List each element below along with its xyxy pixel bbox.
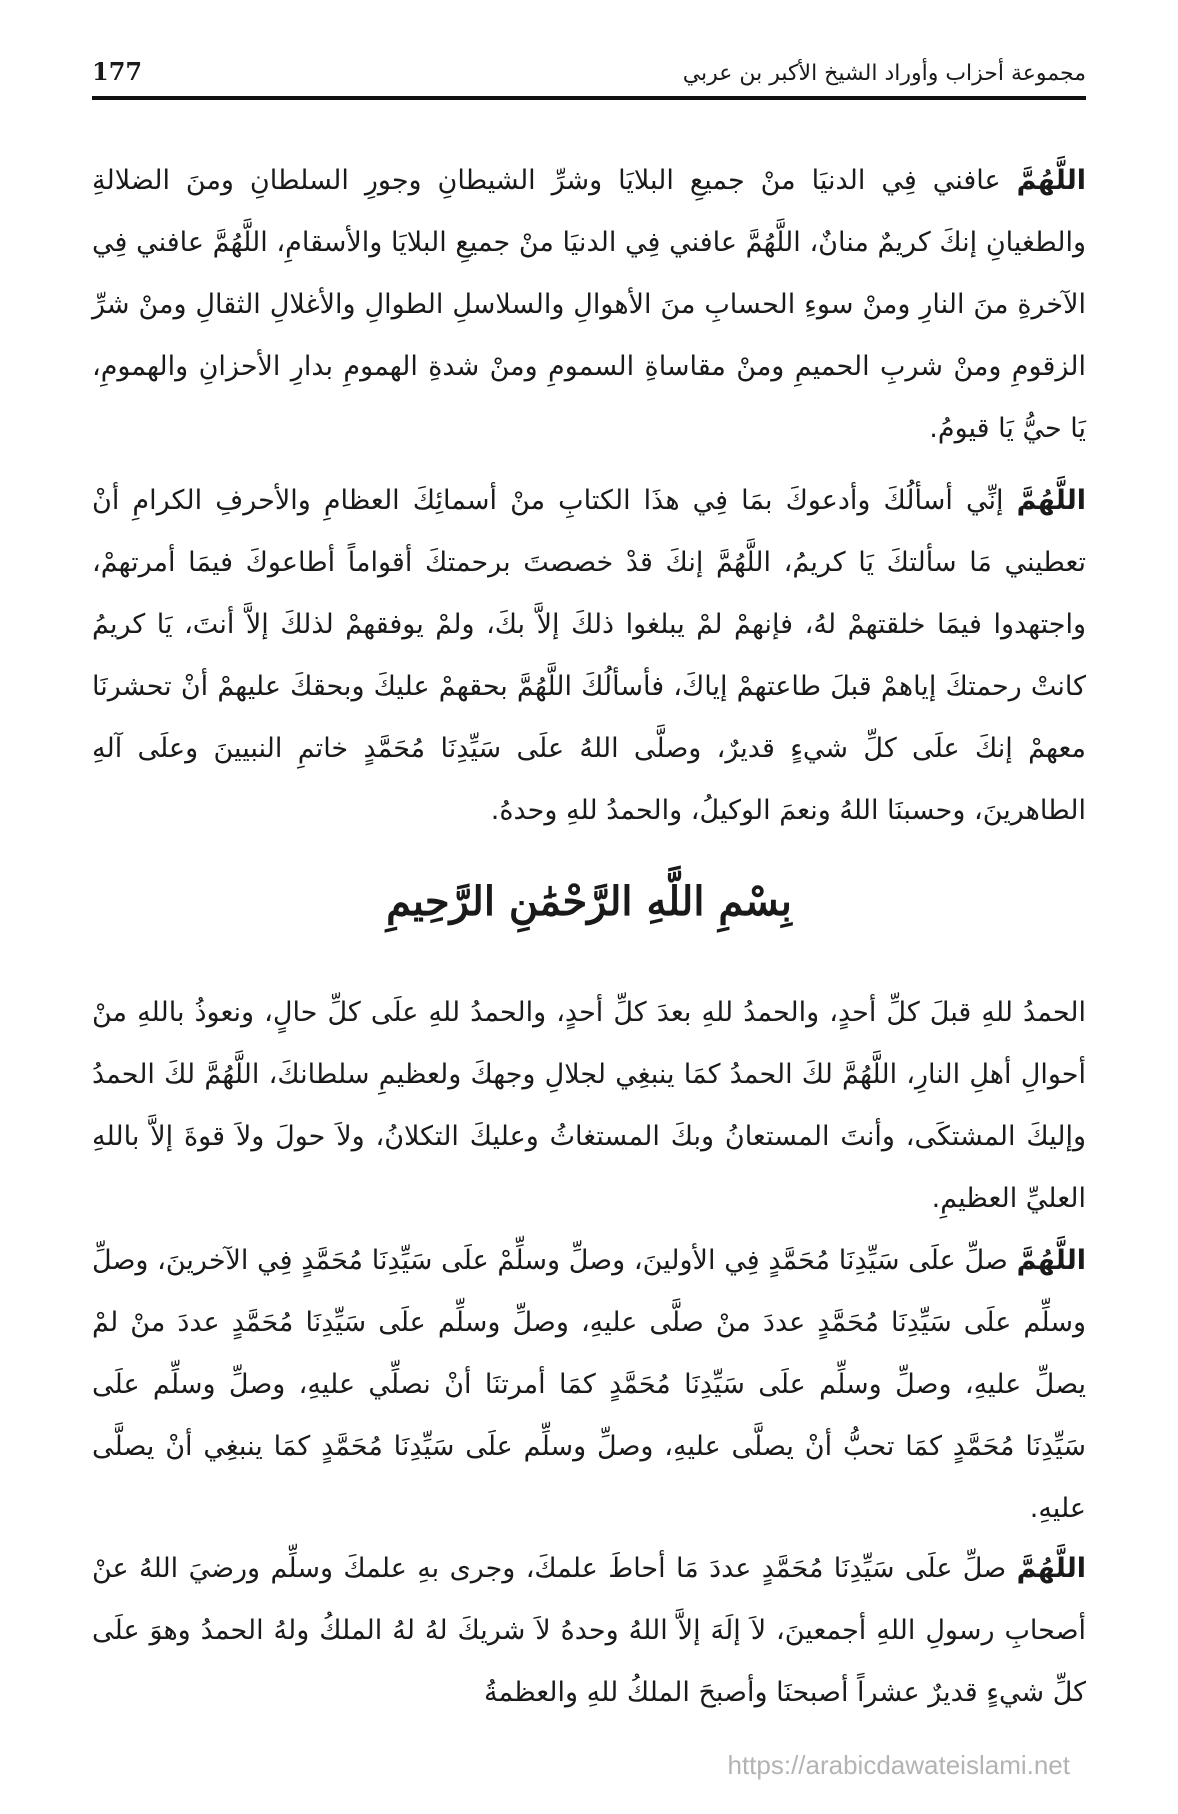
body-section-4 [92,1230,1086,1540]
body-section-1 [92,150,1086,460]
paragraph-2-lead: اللَّهُمَّ [1016,485,1086,516]
body-section-3 [92,982,1086,1230]
paragraph-5 [92,1538,1086,1724]
paragraph-5-text: صلِّ علَى سَيِّدِنَا مُحَمَّدٍ عددَ مَا أحاطَ علمكَ، وجرى بهِ علمكَ وسلِّم ورضيَ اللهُ عنْ أصحابِ رسولِ اللهِ أجمعينَ، لاَ إلَهَ إلاَّ اللهُ وحدهُ لاَ شريكَ لهُ لهُ الملكُ ولهُ الحمدُ وهوَ علَى كلِّ شيءٍ قديرٌ عشراً أصبحنَا وأصبحَ الملكُ للهِ والعظمةُ [92,1553,1086,1708]
paragraph-3-text: الحمدُ للهِ قبلَ كلِّ أحدٍ، والحمدُ للهِ بعدَ كلِّ أحدٍ، والحمدُ للهِ علَى كلِّ حالٍ، ونعوذُ باللهِ منْ أحوالِ أهلِ النارِ، اللَّهُمَّ لكَ الحمدُ كمَا ينبغِي لجلالِ وجهكَ ولعظيمِ سلطانكَ، اللَّهُمَّ لكَ الحمدُ وإليكَ المشتكَى، وأنتَ المستعانُ وبكَ المستغاثُ وعليكَ التكلانُ، ولاَ حولَ ولاَ قوةَ إلاَّ باللهِ العليِّ العظيمِ. [92,997,1086,1214]
paragraph-2 [92,470,1086,842]
running-header-title: مجموعة أحزاب وأوراد الشيخ الأكبر بن عربي [682,61,1086,86]
header-rule [92,96,1086,100]
running-header [92,40,1086,96]
paragraph-5-lead: اللَّهُمَّ [1016,1553,1086,1584]
body-section-5 [92,1538,1086,1724]
paragraph-4-lead: اللَّهُمَّ [1016,1245,1086,1276]
paragraph-3 [92,982,1086,1230]
body-section-2 [92,470,1086,842]
watermark-url: https://arabicdawateislami.net [727,1750,1070,1780]
paragraph-1-text: عافني فِي الدنيَا منْ جميعِ البلايَا وشرِّ الشيطانِ وجورِ السلطانِ ومنَ الضلالةِ والطغيانِ إنكَ كريمٌ منانٌ، اللَّهُمَّ عافني فِي الدنيَا منْ جميعِ البلايَا والأسقامِ، اللَّهُمَّ عافني فِي الآخرةِ منَ النارِ ومنْ سوءِ الحسابِ منَ الأهوالِ والسلاسلِ الطوالِ والأغلالِ الثقالِ ومنْ شرِّ الزقومِ ومنْ شربِ الحميمِ ومنْ مقاساةِ السمومِ ومنْ شدةِ الهمومِ بدارِ الأحزانِ والهمومِ، يَا حيُّ يَا قيومُ. [92,165,1086,444]
paragraph-4 [92,1230,1086,1540]
page-number: 177 [92,57,143,86]
paragraph-4-text: صلِّ علَى سَيِّدِنَا مُحَمَّدٍ فِي الأولينَ، وصلِّ وسلِّمْ علَى سَيِّدِنَا مُحَمَّدٍ فِي الآخرينَ، وصلِّ وسلِّم علَى سَيِّدِنَا مُحَمَّدٍ عددَ منْ صلَّى عليهِ، وصلِّ وسلِّم علَى سَيِّدِنَا مُحَمَّدٍ عددَ منْ لمْ يصلِّ عليهِ، وصلِّ وسلِّم علَى سَيِّدِنَا مُحَمَّدٍ كمَا أمرتنَا أنْ نصلِّي عليهِ، وصلِّ وسلِّم علَى سَيِّدِنَا مُحَمَّدٍ كمَا تحبُّ أنْ يصلَّى عليهِ، وصلِّ وسلِّم علَى سَيِّدِنَا مُحَمَّدٍ كمَا ينبغِي أنْ يصلَّى عليهِ. [92,1245,1086,1524]
basmala-ornament: بِسْمِ اللَّهِ الرَّحْمَٰنِ الرَّحِيمِ [386,878,792,925]
paragraph-2-text: إنِّي أسألُكَ وأدعوكَ بمَا فِي هذَا الكتابِ منْ أسمائِكَ العظامِ والأحرفِ الكرامِ أنْ تعطيني مَا سألتكَ يَا كريمُ، اللَّهُمَّ إنكَ قدْ خصصتَ برحمتكَ أقواماً أطاعوكَ فيمَا أمرتهمْ، واجتهدوا فيمَا خلقتهمْ لهُ، فإنهمْ لمْ يبلغوا ذلكَ إلاَّ بكَ، ولمْ يوفقهمْ لذلكَ إلاَّ أنتَ، يَا كريمُ كانتْ رحمتكَ إياهمْ قبلَ طاعتهمْ إياكَ، فأسألُكَ اللَّهُمَّ بحقهمْ عليكَ وبحقكَ عليهمْ أنْ تحشرنَا معهمْ إنكَ علَى كلِّ شيءٍ قديرٌ، وصلَّى اللهُ علَى سَيِّدِنَا مُحَمَّدٍ خاتمِ النبيينَ وعلَى آلهِ الطاهرينَ، وحسبنَا اللهُ ونعمَ الوكيلُ، والحمدُ للهِ وحدهُ. [92,485,1086,826]
paragraph-1 [92,150,1086,460]
paragraph-1-lead: اللَّهُمَّ [1016,165,1086,196]
